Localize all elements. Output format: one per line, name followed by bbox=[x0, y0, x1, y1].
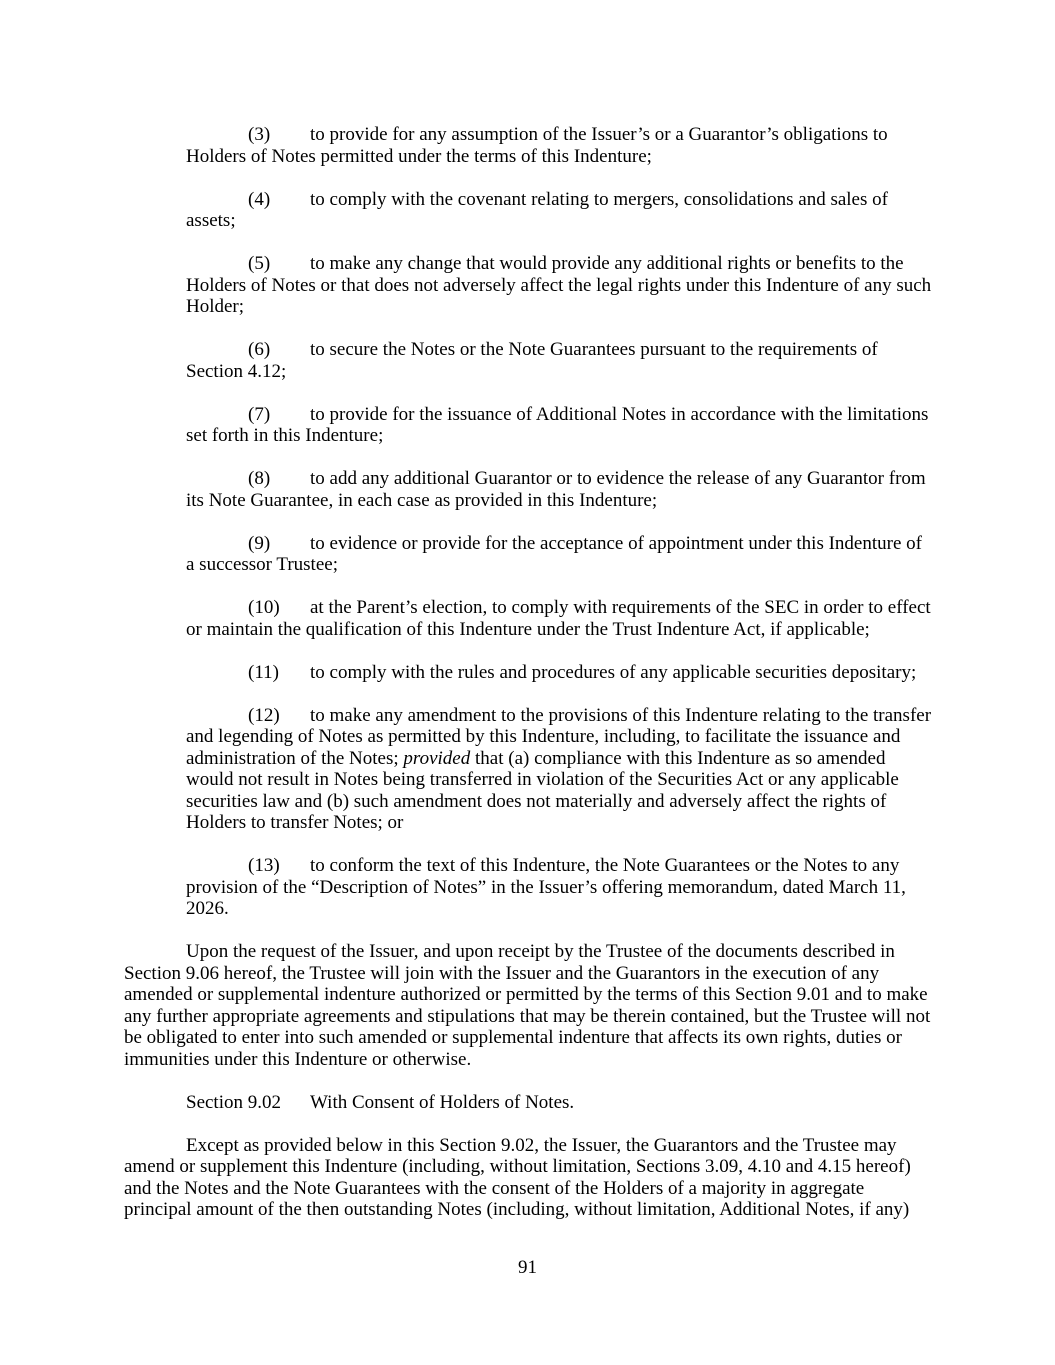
clause-9-text: to evidence or provide for the acceptance of appointment under this Indenture of a successor Trustee; bbox=[186, 532, 922, 575]
clause-6-number: (6) bbox=[248, 339, 271, 360]
clause-4 bbox=[186, 189, 934, 232]
clause-7-text: to provide for the issuance of Additional Notes in accordance with the limitations set forth in this Indenture; bbox=[186, 403, 929, 446]
clause-7-number: (7) bbox=[248, 403, 271, 425]
paragraph-trustee-execution: Upon the request of the Issuer, and upon receipt by the Trustee of the documents described in Section 9.06 hereof, the Trustee will join with the Issuer and the Guarantors in the execution of any amended or supplemental indenture authorized or permitted by the terms of this Section 9.01 and to make any further appropriate agreements and stipulations that may be therein contained, but the Trustee will not be obligated to enter into such amended or supplemental indenture that affects its own rights, duties or immunities under this Indenture or otherwise. bbox=[124, 941, 931, 1070]
clause-8-number: (8) bbox=[248, 468, 271, 489]
clause-list bbox=[124, 124, 934, 920]
clause-6 bbox=[186, 339, 934, 382]
clause-7 bbox=[186, 404, 934, 447]
clause-6-text: to secure the Notes or the Note Guarantees pursuant to the requirements of Section 4.12; bbox=[186, 339, 878, 382]
clause-9-number: (9) bbox=[248, 532, 271, 554]
clause-13-number: (13) bbox=[248, 855, 280, 876]
clause-13 bbox=[186, 855, 934, 920]
clause-12-text-after: that (a) compliance with this Indenture as so amended would not result in Notes being transferred in violation of the Securities Act or any applicable securities law and (b) such amendment does not materially and adversely affect the rights of Holders to transfer Notes; or bbox=[186, 747, 899, 833]
clause-11-text: to comply with the rules and procedures of any applicable securities depositary; bbox=[310, 661, 917, 683]
section-9-02-number: Section 9.02 bbox=[186, 1091, 281, 1113]
section-9-02-title: With Consent of Holders of Notes. bbox=[310, 1091, 575, 1113]
clause-12-text-before: to make any amendment to the provisions of this Indenture relating to the transfer and legending of Notes as permitted by this Indenture, including, to facilitate the issuance and administration of the Notes; bbox=[186, 704, 932, 769]
clause-5-text: to make any change that would provide any additional rights or benefits to the Holders of Notes or that does not adversely affect the legal rights under this Indenture of any such Holder; bbox=[186, 253, 932, 317]
clause-8-text: to add any additional Guarantor or to evidence the release of any Guarantor from its Note Guarantee, in each case as provided in this Indenture; bbox=[186, 468, 926, 511]
clause-12-proviso-term: provided bbox=[403, 747, 471, 769]
clause-3-number: (3) bbox=[248, 124, 271, 145]
clause-11 bbox=[186, 662, 934, 684]
clause-5 bbox=[186, 253, 934, 318]
clause-8 bbox=[186, 468, 934, 511]
clause-13-text: to conform the text of this Indenture, the Note Guarantees or the Notes to any provision of the “Description of Notes” in the Issuer’s offering memorandum, dated March 11, 2026. bbox=[186, 855, 906, 919]
clause-10-text: at the Parent’s election, to comply with requirements of the SEC in order to effect or maintain the qualification of this Indenture under the Trust Indenture Act, if applicable; bbox=[186, 597, 931, 640]
clause-11-number: (11) bbox=[248, 661, 279, 683]
clause-12-number: (12) bbox=[248, 704, 280, 726]
clause-3 bbox=[186, 124, 934, 167]
clause-10 bbox=[186, 597, 934, 640]
clause-4-number: (4) bbox=[248, 188, 271, 210]
clause-9 bbox=[186, 533, 934, 576]
page-content bbox=[124, 124, 934, 1221]
paragraph-with-consent-intro: Except as provided below in this Section 9.02, the Issuer, the Guarantors and the Trustee may amend or supplement this Indenture (including, without limitation, Sections 3.09, 4.10 and 4.15 hereof) and the Notes and the Note Guarantees with the consent of the Holders of a majority in aggregate principal amount of the then outstanding Notes (including, without limitation, Additional Notes, if any) bbox=[124, 1134, 911, 1220]
clause-3-text: to provide for any assumption of the Issuer’s or a Guarantor’s obligations to Holders of Notes permitted under the terms of this Indenture; bbox=[186, 124, 888, 167]
clause-10-number: (10) bbox=[248, 597, 280, 618]
page-number: 91 bbox=[518, 1257, 537, 1278]
clause-12 bbox=[186, 705, 934, 834]
section-9-02-heading bbox=[124, 1092, 934, 1114]
clause-4-text: to comply with the covenant relating to mergers, consolidations and sales of assets; bbox=[186, 188, 888, 231]
clause-5-number: (5) bbox=[248, 253, 271, 274]
